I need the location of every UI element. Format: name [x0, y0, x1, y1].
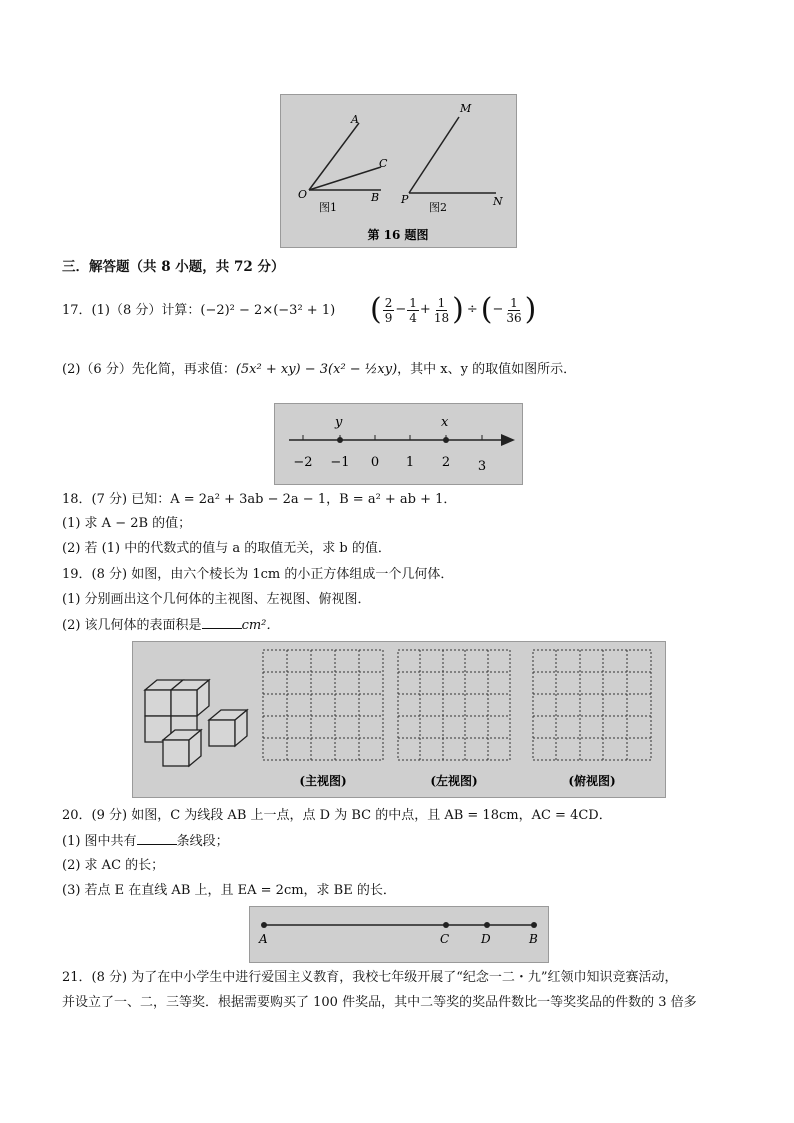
q20-p1: [62, 832, 229, 851]
figure-16-drawing: [281, 95, 516, 247]
point-C-label: C: [379, 157, 388, 170]
q20-p1-before: (1) 图中共有: [62, 834, 137, 849]
tick-neg1: −1: [330, 455, 350, 470]
label-A: A: [259, 932, 268, 946]
tick-2: 2: [441, 455, 451, 470]
label-top-view: (俯视图): [568, 774, 616, 788]
y-label: y: [335, 415, 343, 430]
q17-part1: [62, 292, 335, 330]
grid-left: [398, 650, 510, 760]
point-D: [484, 922, 490, 928]
number-line: [275, 404, 522, 484]
q17-p2-suffix: ，其中 x、y 的取值如图所示．: [397, 362, 577, 377]
point-P-label: P: [401, 193, 409, 206]
grid-front: [263, 650, 383, 760]
point-O-label: O: [298, 188, 308, 201]
fig2-label: 图2: [429, 201, 447, 214]
q20-p2: (2) 求 AC 的长；: [62, 858, 165, 873]
q21-line1: 21．(8 分) 为了在中小学生中进行爱国主义教育，我校七年级开展了“纪念一二・九”红领巾知识竞赛活动，: [62, 970, 678, 985]
y-point: [337, 437, 343, 443]
cubes-grids-photo: [132, 641, 666, 798]
q17-p1-expr2: ( $\frac{2}{9}$ − $\frac{1}{4}$ + $\frac{1}{18}$ ) ÷ ( − $\frac{1}{36}$ ): [370, 292, 537, 327]
point-M-label: M: [460, 102, 472, 115]
q18-p1: (1) 求 A − 2B 的值；: [62, 516, 192, 531]
point-A-label: A: [351, 113, 359, 126]
q20-p1-after: 条线段；: [176, 834, 229, 849]
point-C: [443, 922, 449, 928]
fig1-label: 图1: [319, 201, 337, 214]
cube-solid: [145, 680, 247, 766]
answer-blank[interactable]: [202, 616, 242, 629]
fig16-caption: 第 16 题图: [367, 228, 429, 242]
label-D: D: [481, 932, 491, 946]
section-title: 三．解答题（共 8 小题，共 72 分）: [62, 259, 285, 275]
q17-p1-prefix: 17．(1)（8 分）计算：: [62, 303, 201, 318]
q19-p2-after: cm²．: [241, 618, 280, 633]
grid-top: [533, 650, 651, 760]
x-point: [443, 437, 449, 443]
label-left-view: (左视图): [430, 774, 478, 788]
q19-p2-before: (2) 该几何体的表面积是: [62, 618, 202, 633]
q17-p1-expr1: (−2)² − 2×(−3² + 1): [200, 303, 336, 318]
segment-drawing: [250, 907, 548, 962]
segment-photo: [249, 906, 549, 963]
figure-16-photo: [280, 94, 517, 248]
q17-part2: [62, 352, 576, 388]
tick-neg2: −2: [293, 455, 313, 470]
q19-p1: (1) 分别画出这个几何体的主视图、左视图、俯视图．: [62, 592, 371, 607]
x-label: x: [441, 415, 449, 430]
q21-line2: 并设立了一、二，三等奖．根据需要购买了 100 件奖品，其中二等奖的奖品件数比一等奖奖品的件数的 3 倍多: [62, 995, 697, 1010]
q17-p2-expr: (5x² + xy) − 3(x² − ½xy): [235, 362, 398, 377]
frac-1-36: $\frac{1}{36}$: [506, 295, 522, 325]
q19-stem: 19．(8 分) 如图，由六个棱长为 1cm 的小正方体组成一个几何体．: [62, 567, 454, 582]
point-N-label: N: [493, 195, 503, 208]
label-B: B: [529, 932, 538, 946]
frac-1-4: $\frac{1}{4}$: [409, 295, 417, 325]
label-C: C: [440, 932, 450, 946]
q17-p2-prefix: (2)（6 分）先化简，再求值：: [62, 362, 236, 377]
point-B: [531, 922, 537, 928]
q18-stem: 18．(7 分) 已知：A = 2a² + 3ab − 2a − 1，B = a² + ab + 1．: [62, 492, 457, 507]
point-A: [261, 922, 267, 928]
frac-2-9: $\frac{2}{9}$: [384, 295, 393, 325]
q20-p3: (3) 若点 E 在直线 AB 上，且 EA = 2cm，求 BE 的长．: [62, 883, 396, 898]
label-front-view: (主视图): [299, 774, 347, 788]
number-line-photo: [274, 403, 523, 485]
tick-3: 3: [477, 459, 487, 474]
tick-0: 0: [370, 455, 380, 470]
frac-1-18: $\frac{1}{18}$: [433, 295, 450, 325]
q18-p2: (2) 若 (1) 中的代数式的值与 a 的取值无关，求 b 的值．: [62, 541, 391, 556]
cubes-grids-drawing: [133, 642, 665, 797]
point-B-label: B: [371, 191, 380, 204]
q20-stem: 20．(9 分) 如图，C 为线段 AB 上一点，点 D 为 BC 的中点，且 AB = 18cm，AC = 4CD．: [62, 808, 612, 823]
segment-count-blank[interactable]: [137, 832, 177, 845]
q19-p2: [62, 616, 279, 635]
tick-1: 1: [405, 455, 415, 470]
